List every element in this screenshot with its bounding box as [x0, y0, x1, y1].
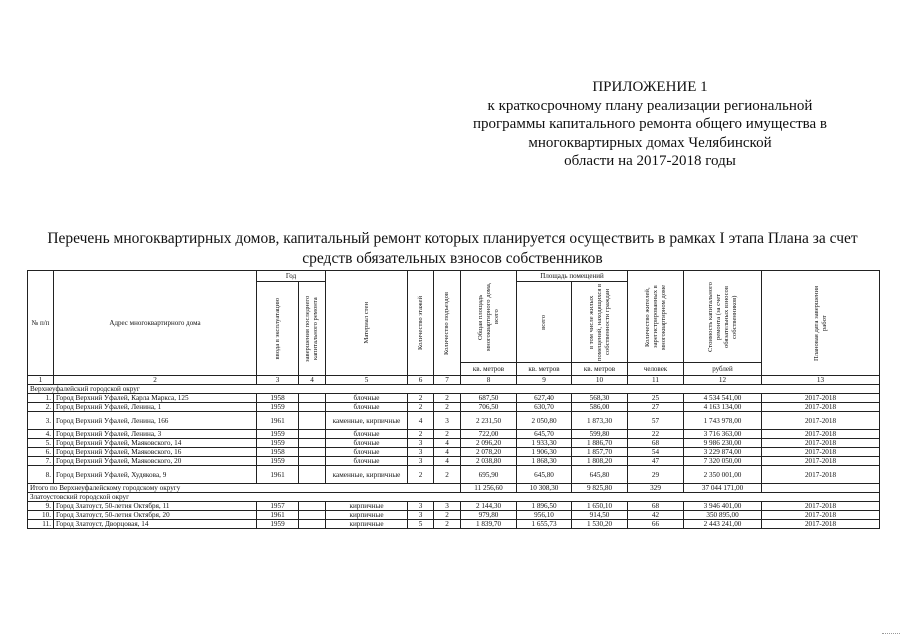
cell-address: Город Верхний Уфалей, Ленина, 166	[54, 412, 257, 430]
cell-num: 2.	[28, 403, 54, 412]
total-cost: 37 044 171,00	[684, 484, 762, 493]
cell-total-area: 2 096,20	[461, 439, 517, 448]
cell-year: 1958	[257, 448, 299, 457]
cell-completion: 2017-2018	[762, 403, 880, 412]
column-number: 13	[762, 376, 880, 385]
cell-total-area: 979,80	[461, 511, 517, 520]
header-residents: Количество жителей, зарегистрированных в многоквартирном доме	[628, 271, 684, 363]
table-row	[28, 466, 880, 484]
header-year-group: Год	[257, 271, 326, 282]
table-row	[28, 430, 880, 439]
cell-residents: 27	[628, 403, 684, 412]
cell-cost: 3 716 363,00	[684, 430, 762, 439]
cell-entrances: 2	[434, 394, 461, 403]
cell-cost: 3 229 874,00	[684, 448, 762, 457]
appendix-line: многоквартирных домах Челябинской	[528, 134, 772, 151]
cell-floors: 2	[408, 466, 434, 484]
cell-residents: 42	[628, 511, 684, 520]
total-completion-empty	[762, 484, 880, 493]
cell-residents: 25	[628, 394, 684, 403]
table-row	[28, 394, 880, 403]
cell-residents: 57	[628, 412, 684, 430]
cell-floors: 3	[408, 511, 434, 520]
cell-last-repair	[299, 412, 326, 430]
cell-address: Город Златоуст, 50-летия Октября, 11	[54, 502, 257, 511]
cell-last-repair	[299, 394, 326, 403]
cell-num: 6.	[28, 448, 54, 457]
cell-total-area: 706,50	[461, 403, 517, 412]
total-residential: 9 825,80	[572, 484, 628, 493]
unit-cost: рублей	[684, 363, 762, 376]
cell-year: 1958	[257, 394, 299, 403]
header-premises-total: всего	[517, 282, 572, 363]
cell-last-repair	[299, 502, 326, 511]
cell-premises-residential: 1 530,20	[572, 520, 628, 529]
cell-cost: 1 743 978,00	[684, 412, 762, 430]
cell-completion: 2017-2018	[762, 430, 880, 439]
header-floors: Количество этажей	[408, 271, 434, 376]
table-row	[28, 511, 880, 520]
cell-cost: 9 986 230,00	[684, 439, 762, 448]
cell-residents: 47	[628, 457, 684, 466]
header-entrances: Количество подъездов	[434, 271, 461, 376]
cell-num: 9.	[28, 502, 54, 511]
cell-total-area: 695,90	[461, 466, 517, 484]
cell-premises-total: 630,70	[517, 403, 572, 412]
cell-year: 1959	[257, 439, 299, 448]
table-body	[28, 376, 880, 529]
cell-last-repair	[299, 457, 326, 466]
unit-total-area: кв. метров	[461, 363, 517, 376]
cell-address: Город Верхний Уфалей, Маяковского, 14	[54, 439, 257, 448]
cell-total-area: 687,50	[461, 394, 517, 403]
cell-cost: 2 443 241,00	[684, 520, 762, 529]
appendix-line: области на 2017-2018 годы	[564, 153, 736, 169]
cell-cost: 4 534 541,00	[684, 394, 762, 403]
cell-premises-total: 1 906,30	[517, 448, 572, 457]
table-row	[28, 457, 880, 466]
header-cost: Стоимость капитального ремонта (за счет обязательных взносов собственников)	[684, 271, 762, 363]
cell-address: Город Верхний Уфалей, Маяковского, 20	[54, 457, 257, 466]
total-premises: 10 308,30	[517, 484, 572, 493]
cell-entrances: 3	[434, 502, 461, 511]
section-row	[28, 385, 880, 394]
cell-num: 11.	[28, 520, 54, 529]
header-premises-group: Площадь помещений	[517, 271, 628, 282]
cell-material: блочные	[326, 439, 408, 448]
cell-cost: 3 946 401,00	[684, 502, 762, 511]
column-number: 8	[461, 376, 517, 385]
table-row	[28, 448, 880, 457]
cell-year: 1957	[257, 502, 299, 511]
cell-floors: 2	[408, 403, 434, 412]
cell-completion: 2017-2018	[762, 511, 880, 520]
column-number: 10	[572, 376, 628, 385]
cell-premises-residential: 645,80	[572, 466, 628, 484]
cell-entrances: 4	[434, 457, 461, 466]
cell-year: 1959	[257, 520, 299, 529]
header-premises-residential: в том числе жилых помещений, находящихся в собственности граждан	[572, 282, 628, 363]
cell-completion: 2017-2018	[762, 394, 880, 403]
table-row	[28, 412, 880, 430]
cell-completion: 2017-2018	[762, 412, 880, 430]
cell-floors: 3	[408, 439, 434, 448]
cell-premises-total: 1 896,50	[517, 502, 572, 511]
table-row	[28, 520, 880, 529]
cell-cost: 2 350 001,00	[684, 466, 762, 484]
column-numbers-row	[28, 376, 880, 385]
cell-floors: 4	[408, 412, 434, 430]
section-name: Верхнеуфалейский городской округ	[28, 385, 880, 394]
list-title-line: средств обязательных взносов собственников	[302, 250, 603, 267]
cell-premises-residential: 914,50	[572, 511, 628, 520]
cell-num: 3.	[28, 412, 54, 430]
unit-premises-residential: кв. метров	[572, 363, 628, 376]
cell-entrances: 2	[434, 520, 461, 529]
cell-year: 1959	[257, 457, 299, 466]
column-number: 11	[628, 376, 684, 385]
unit-premises-total: кв. метров	[517, 363, 572, 376]
total-row	[28, 484, 880, 493]
cell-entrances: 2	[434, 511, 461, 520]
cell-entrances: 3	[434, 412, 461, 430]
cell-address: Город Верхний Уфалей, Ленина, 3	[54, 430, 257, 439]
cell-premises-total: 645,70	[517, 430, 572, 439]
header-material: Материал стен	[326, 271, 408, 376]
header-total-area: Общая площадь многоквартирного дома, всего	[461, 271, 517, 363]
cell-premises-total: 627,40	[517, 394, 572, 403]
cell-year: 1961	[257, 466, 299, 484]
cell-floors: 2	[408, 394, 434, 403]
cell-num: 8.	[28, 466, 54, 484]
cell-num: 10.	[28, 511, 54, 520]
section-row	[28, 493, 880, 502]
cell-material: кирпичные	[326, 520, 408, 529]
unit-residents: человек	[628, 363, 684, 376]
cell-last-repair	[299, 520, 326, 529]
cell-material: кирпичные	[326, 511, 408, 520]
column-number: 9	[517, 376, 572, 385]
header-year-last-repair: завершения последнего капитального ремонта	[299, 282, 326, 376]
column-number: 12	[684, 376, 762, 385]
cell-floors: 5	[408, 520, 434, 529]
cell-material: кирпичные	[326, 502, 408, 511]
cell-premises-total: 1 655,73	[517, 520, 572, 529]
cell-material: блочные	[326, 394, 408, 403]
cell-residents: 68	[628, 439, 684, 448]
cell-premises-residential: 1 886,70	[572, 439, 628, 448]
column-number: 2	[54, 376, 257, 385]
cell-num: 4.	[28, 430, 54, 439]
cell-material: блочные	[326, 457, 408, 466]
column-number: 3	[257, 376, 299, 385]
cell-total-area: 722,00	[461, 430, 517, 439]
header-address: Адрес многоквартирного дома	[54, 271, 257, 376]
cell-address: Город Верхний Уфалей, Ленина, 1	[54, 403, 257, 412]
cell-premises-total: 1 868,30	[517, 457, 572, 466]
header-completion: Плановая дата завершения работ	[762, 271, 880, 376]
cell-address: Город Златоуст, 50-летия Октября, 20	[54, 511, 257, 520]
cell-premises-residential: 1 650,10	[572, 502, 628, 511]
cell-premises-residential: 1 808,20	[572, 457, 628, 466]
cell-num: 7.	[28, 457, 54, 466]
cell-cost: 7 320 050,00	[684, 457, 762, 466]
table-row	[28, 502, 880, 511]
cell-completion: 2017-2018	[762, 457, 880, 466]
appendix-title: ПРИЛОЖЕНИЕ 1	[592, 79, 708, 95]
cell-total-area: 2 144,30	[461, 502, 517, 511]
cell-total-area: 2 078,20	[461, 448, 517, 457]
table-row	[28, 403, 880, 412]
cell-premises-total: 645,80	[517, 466, 572, 484]
column-number: 4	[299, 376, 326, 385]
cell-year: 1961	[257, 511, 299, 520]
cell-last-repair	[299, 511, 326, 520]
houses-table	[27, 270, 880, 529]
cell-material: каменные, кирпичные	[326, 412, 408, 430]
cell-num: 5.	[28, 439, 54, 448]
cell-completion: 2017-2018	[762, 448, 880, 457]
cell-last-repair	[299, 448, 326, 457]
cell-cost: 4 163 134,00	[684, 403, 762, 412]
section-name: Златоустовский городской округ	[28, 493, 880, 502]
cell-entrances: 2	[434, 466, 461, 484]
cell-completion: 2017-2018	[762, 439, 880, 448]
cell-entrances: 2	[434, 403, 461, 412]
cell-residents: 22	[628, 430, 684, 439]
cell-floors: 2	[408, 430, 434, 439]
cell-address: Город Верхний Уфалей, Карла Маркса, 125	[54, 394, 257, 403]
cell-premises-total: 956,10	[517, 511, 572, 520]
cell-address: Город Верхний Уфалей, Худякова, 9	[54, 466, 257, 484]
page-corner-mark	[882, 633, 900, 635]
header-num: № п/п	[28, 271, 54, 376]
column-number: 7	[434, 376, 461, 385]
cell-total-area: 2 231,50	[461, 412, 517, 430]
cell-entrances: 2	[434, 430, 461, 439]
cell-floors: 3	[408, 457, 434, 466]
cell-floors: 3	[408, 448, 434, 457]
cell-entrances: 4	[434, 439, 461, 448]
cell-last-repair	[299, 466, 326, 484]
cell-material: каменные, кирпичные	[326, 466, 408, 484]
cell-cost: 350 895,00	[684, 511, 762, 520]
cell-material: блочные	[326, 403, 408, 412]
cell-residents: 54	[628, 448, 684, 457]
cell-premises-total: 1 933,30	[517, 439, 572, 448]
total-label: Итого по Верхнеуфалейскому городскому округу	[28, 484, 461, 493]
table-row	[28, 439, 880, 448]
list-title-line: Перечень многоквартирных домов, капитальный ремонт которых планируется осуществить в рамках I этапа Плана за счет	[47, 230, 858, 247]
column-number: 1	[28, 376, 54, 385]
cell-address: Город Златоуст, Дворцовая, 14	[54, 520, 257, 529]
cell-completion: 2017-2018	[762, 466, 880, 484]
appendix-header	[470, 78, 830, 171]
cell-year: 1961	[257, 412, 299, 430]
cell-residents: 68	[628, 502, 684, 511]
cell-address: Город Верхний Уфалей, Маяковского, 16	[54, 448, 257, 457]
cell-premises-residential: 568,30	[572, 394, 628, 403]
cell-last-repair	[299, 439, 326, 448]
cell-premises-residential: 599,80	[572, 430, 628, 439]
cell-completion: 2017-2018	[762, 502, 880, 511]
cell-entrances: 4	[434, 448, 461, 457]
column-number: 5	[326, 376, 408, 385]
cell-premises-residential: 1 857,70	[572, 448, 628, 457]
cell-premises-total: 2 050,80	[517, 412, 572, 430]
header-year-commission: ввода в эксплуатацию	[257, 282, 299, 376]
cell-total-area: 1 839,70	[461, 520, 517, 529]
cell-premises-residential: 1 873,30	[572, 412, 628, 430]
appendix-line: программы капитального ремонта общего имущества в	[472, 116, 828, 132]
total-area: 11 256,60	[461, 484, 517, 493]
cell-total-area: 2 038,80	[461, 457, 517, 466]
cell-year: 1959	[257, 430, 299, 439]
appendix-line: к краткосрочному плану реализации региональной	[487, 97, 813, 114]
cell-last-repair	[299, 403, 326, 412]
list-title	[30, 229, 875, 269]
cell-floors: 3	[408, 502, 434, 511]
cell-residents: 29	[628, 466, 684, 484]
column-number: 6	[408, 376, 434, 385]
cell-premises-residential: 586,00	[572, 403, 628, 412]
total-residents: 329	[628, 484, 684, 493]
cell-residents: 66	[628, 520, 684, 529]
cell-completion: 2017-2018	[762, 520, 880, 529]
cell-last-repair	[299, 430, 326, 439]
cell-year: 1959	[257, 403, 299, 412]
cell-num: 1.	[28, 394, 54, 403]
cell-material: блочные	[326, 448, 408, 457]
cell-material: блочные	[326, 430, 408, 439]
